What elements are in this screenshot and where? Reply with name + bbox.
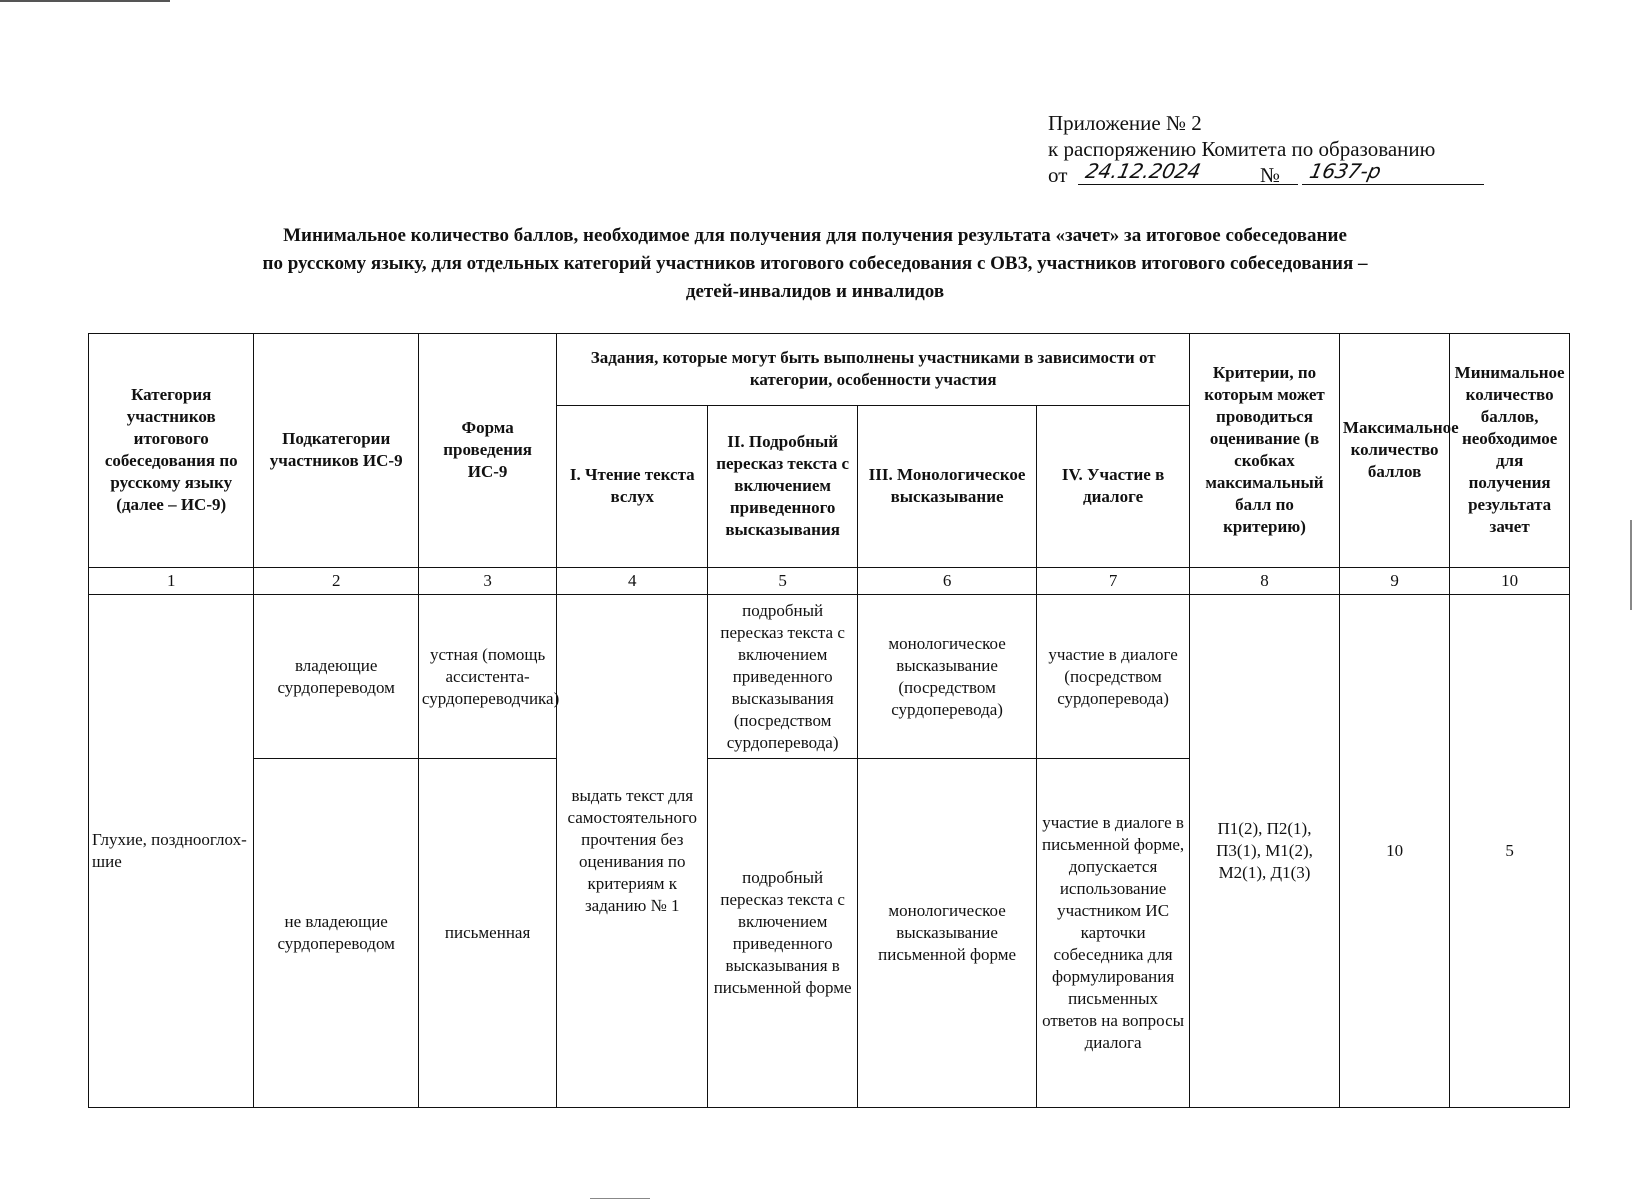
header-dialogue: IV. Участие в диалоге xyxy=(1037,405,1190,567)
monologue-cell: монологическое высказывание (посредством сурдоперевода) xyxy=(858,595,1037,759)
dialogue-cell: участие в диалоге в письменной форме, допускается использование участником ИС карточки собеседника для формулирования письменных ответов на вопросы диалога xyxy=(1037,759,1190,1108)
title-line-2: по русскому языку, для отдельных категорий участников итогового собеседования с ОВЗ, участников итогового собеседования – xyxy=(262,253,1368,274)
column-number: 4 xyxy=(557,567,708,595)
appendix-reference: к распоряжению Комитета по образованию xyxy=(1048,137,1436,161)
scores-table xyxy=(88,333,1570,1108)
scan-edge-mark xyxy=(1630,520,1632,610)
column-number-row xyxy=(89,567,1570,595)
title-line-3: детей-инвалидов и инвалидов xyxy=(685,281,945,302)
header-row xyxy=(89,334,1570,406)
table-row xyxy=(89,595,1570,759)
retelling-cell: подробный пересказ текста с включением приведенного высказывания (посредством сурдоперевода) xyxy=(708,595,858,759)
form-cell: письменная xyxy=(418,759,556,1108)
column-number: 1 xyxy=(89,567,254,595)
handwritten-date: 24.12.2024 xyxy=(1083,159,1204,183)
title-line-1: Минимальное количество баллов, необходимое для получения для получения результата «зачет» за итоговое собеседование xyxy=(283,225,1347,246)
category-cell: Глухие, позднооглох-шие xyxy=(89,595,254,1108)
column-number: 7 xyxy=(1037,567,1190,595)
max-score-cell: 10 xyxy=(1339,595,1449,1108)
appendix-header xyxy=(1048,110,1435,190)
header-max-score: Максимальное количество баллов xyxy=(1339,334,1449,568)
number-field xyxy=(1302,156,1484,185)
date-prefix: от xyxy=(1048,163,1068,187)
column-number: 5 xyxy=(708,567,858,595)
appendix-number: Приложение № 2 xyxy=(1048,111,1202,135)
column-number: 6 xyxy=(858,567,1037,595)
column-number: 10 xyxy=(1450,567,1570,595)
scan-edge-mark xyxy=(0,0,170,2)
header-tasks-group: Задания, которые могут быть выполнены участниками в зависимости от категории, особенности участия xyxy=(557,334,1190,406)
number-prefix: № xyxy=(1260,163,1281,187)
header-min-score: Минимальное количество баллов, необходимое для получения результата зачет xyxy=(1450,334,1570,568)
subcategory-cell: владеющие сурдопереводом xyxy=(254,595,418,759)
header-monologue: III. Монологическое высказывание xyxy=(858,405,1037,567)
column-number: 8 xyxy=(1190,567,1340,595)
column-number: 9 xyxy=(1339,567,1449,595)
column-number: 2 xyxy=(254,567,418,595)
criteria-cell: П1(2), П2(1), П3(1), М1(2), М2(1), Д1(3) xyxy=(1190,595,1340,1108)
column-number: 3 xyxy=(418,567,556,595)
document-title xyxy=(100,222,1530,306)
header-category: Категория участников итогового собеседования по русскому языку (далее – ИС-9) xyxy=(89,334,254,568)
header-form: Форма проведения ИС-9 xyxy=(418,334,556,568)
header-criteria: Критерии, по которым может проводиться оценивание (в скобках максимальный балл по критерию) xyxy=(1190,334,1340,568)
header-subcategory: Подкатегории участников ИС-9 xyxy=(254,334,418,568)
appendix-date-number-line xyxy=(1048,159,1435,190)
form-cell: устная (помощь ассистента-сурдопереводчика) xyxy=(418,595,556,759)
dialogue-cell: участие в диалоге (посредством сурдоперевода) xyxy=(1037,595,1190,759)
retelling-cell: подробный пересказ текста с включением приведенного высказывания в письменной форме xyxy=(708,759,858,1108)
min-score-cell: 5 xyxy=(1450,595,1570,1108)
header-reading: I. Чтение текста вслух xyxy=(557,405,708,567)
handwritten-number: 1637-р xyxy=(1307,159,1384,183)
reading-task-cell: выдать текст для самостоятельного прочтения без оценивания по критериям к заданию № 1 xyxy=(557,595,708,1108)
monologue-cell: монологическое высказывание письменной форме xyxy=(858,759,1037,1108)
header-retelling: II. Подробный пересказ текста с включением приведенного высказывания xyxy=(708,405,858,567)
scan-edge-mark xyxy=(590,1198,650,1199)
subcategory-cell: не владеющие сурдопереводом xyxy=(254,759,418,1108)
